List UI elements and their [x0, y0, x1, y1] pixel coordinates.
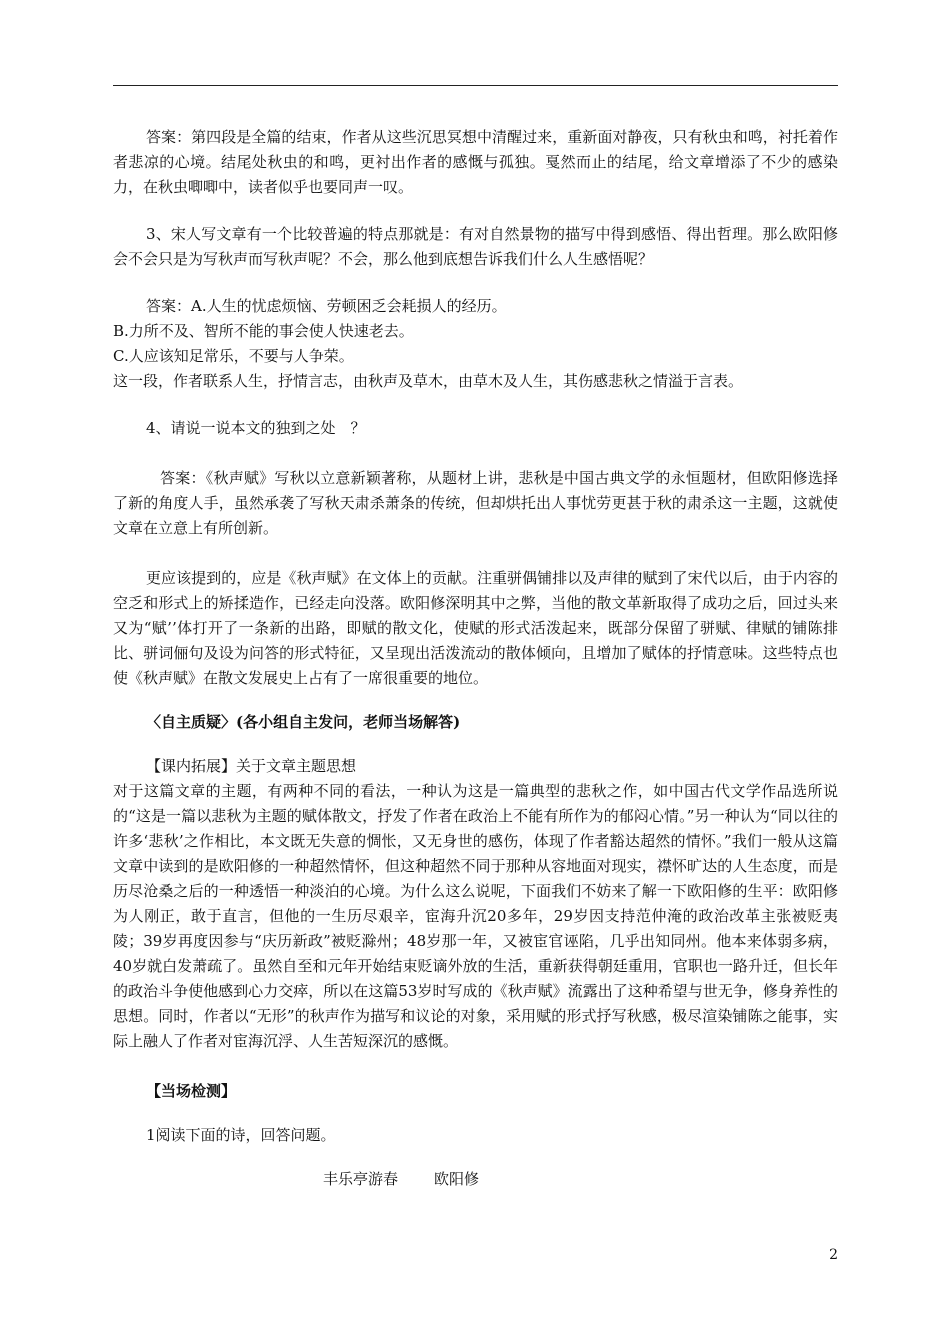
question-4: 4、请说一说本文的独到之处 ？ — [146, 419, 366, 437]
answer-3-a: 答案：A.人生的忧虑烦恼、劳顿困乏会耗损人的经历。 — [146, 297, 507, 315]
extension-paragraph: 对于这篇文章的主题，有两种不同的看法，一种认为这是一篇典型的悲秋之作，如中国古代文学作品选所说的“这是一篇以悲秋为主题的赋体散文，抒发了作者在政治上不能有所作为的郁闷心情。”另一种认为“同以往的许多‘悲秋’之作相比，本文既无失意的惆怅，又无身世的感伤，体现了作者豁达超然的情怀。”我们一般从这篇文章中读到的是欧阳修的一种超然情怀，但这种超然不同于那种从容地面对现实，襟怀旷达的人生态度，而是历尽沧桑之后的一种透悟一种淡泊的心境。为什么这么说呢，下面我们不妨来了解一下欧阳修的生平：欧阳修为人刚正，敢于直言，但他的一生历尽艰辛，宦海升沉20多年，29岁因支持范仲淹的政治改革主张被贬夷陵；39岁再度因参与“庆历新政”被贬滁州；48岁那一年，又被宦官诬陷，几乎出知同州。他本来体弱多病，40岁就白发萧疏了。虽然自至和元年开始结束贬谪外放的生活，重新获得朝廷重用，官职也一路升迁，但长年的政治斗争使他感到心力交瘁，所以在这篇53岁时写成的《秋声赋》流露出了这种希望与世无争，修身养性的思想。同时，作者以“无形”的秋声作为描写和议论的对象，采用赋的形式抒写秋感，极尽渲染铺陈之能事，实际上融人了作者对宦海沉浮、人生苦短深沉的感慨。 — [113, 782, 838, 1050]
section-heading-extension: 【课内拓展】关于文章主题思想 — [146, 757, 357, 775]
answer-paragraph-3: 答案：第四段是全篇的结束，作者从这些沉思冥想中清醒过来，重新面对静夜，只有秋虫和鸣，衬托着作者悲凉的心境。结尾处秋虫的和鸣，更衬出作者的感慨与孤独。戛然而止的结尾，给文章增添了不少的感染力，在秋虫唧唧中，读者似乎也要同声一叹。 — [113, 128, 838, 196]
test-question-1: 1阅读下面的诗，回答问题。 — [146, 1126, 336, 1144]
answer-3-b: B.力所不及、智所不能的事会使人快速老去。 — [113, 322, 414, 340]
answer-4: 答案：《秋声赋》写秋以立意新颖著称，从题材上讲，悲秋是中国古典文学的永恒题材，但欧阳修选择了新的角度人手，虽然承袭了写秋天肃杀萧条的传统，但却烘托出人事忧劳更甚于秋的肃杀这一主题，这就使文章在立意上有所创新。 — [113, 469, 838, 537]
poem-title: 丰乐亭游春 — [323, 1170, 399, 1188]
document-body — [113, 125, 838, 1192]
section-heading-questions: 〈自主质疑〉(各小组自主发问，老师当场解答) — [146, 713, 461, 731]
poem-heading — [113, 1167, 838, 1192]
question-3: 3、宋人写文章有一个比较普遍的特点那就是：有对自然景物的描写中得到感悟、得出哲理。那么欧阳修会不会只是为写秋声而写秋声呢？不会，那么他到底想告诉我们什么人生感悟呢？ — [113, 225, 838, 268]
answer-3-summary: 这一段，作者联系人生，抒情言志，由秋声及草木，由草木及人生，其伤感悲秋之情溢于言表。 — [113, 372, 744, 390]
page-number: 2 — [829, 1247, 838, 1263]
answer-3-c: C.人应该知足常乐，不要与人争荣。 — [113, 347, 354, 365]
poem-author: 欧阳修 — [434, 1170, 480, 1188]
header-rule — [113, 85, 838, 86]
section-heading-test: 【当场检测】 — [146, 1082, 237, 1100]
answer-4-continued: 更应该提到的，应是《秋声赋》在文体上的贡献。注重骈偶铺排以及声律的赋到了宋代以后，由于内容的空乏和形式上的矫揉造作，已经走向没落。欧阳修深明其中之弊，当他的散文革新取得了成功之后，回过头来又为“赋’’体打开了一条新的出路，即赋的散文化，使赋的形式活泼起来，既部分保留了骈赋、律赋的铺陈排比、骈词俪句及设为问答的形式特征，又呈现出活泼流动的散体倾向，且增加了赋体的抒情意味。这些特点也使《秋声赋》在散文发展史上占有了一席很重要的地位。 — [113, 569, 838, 687]
